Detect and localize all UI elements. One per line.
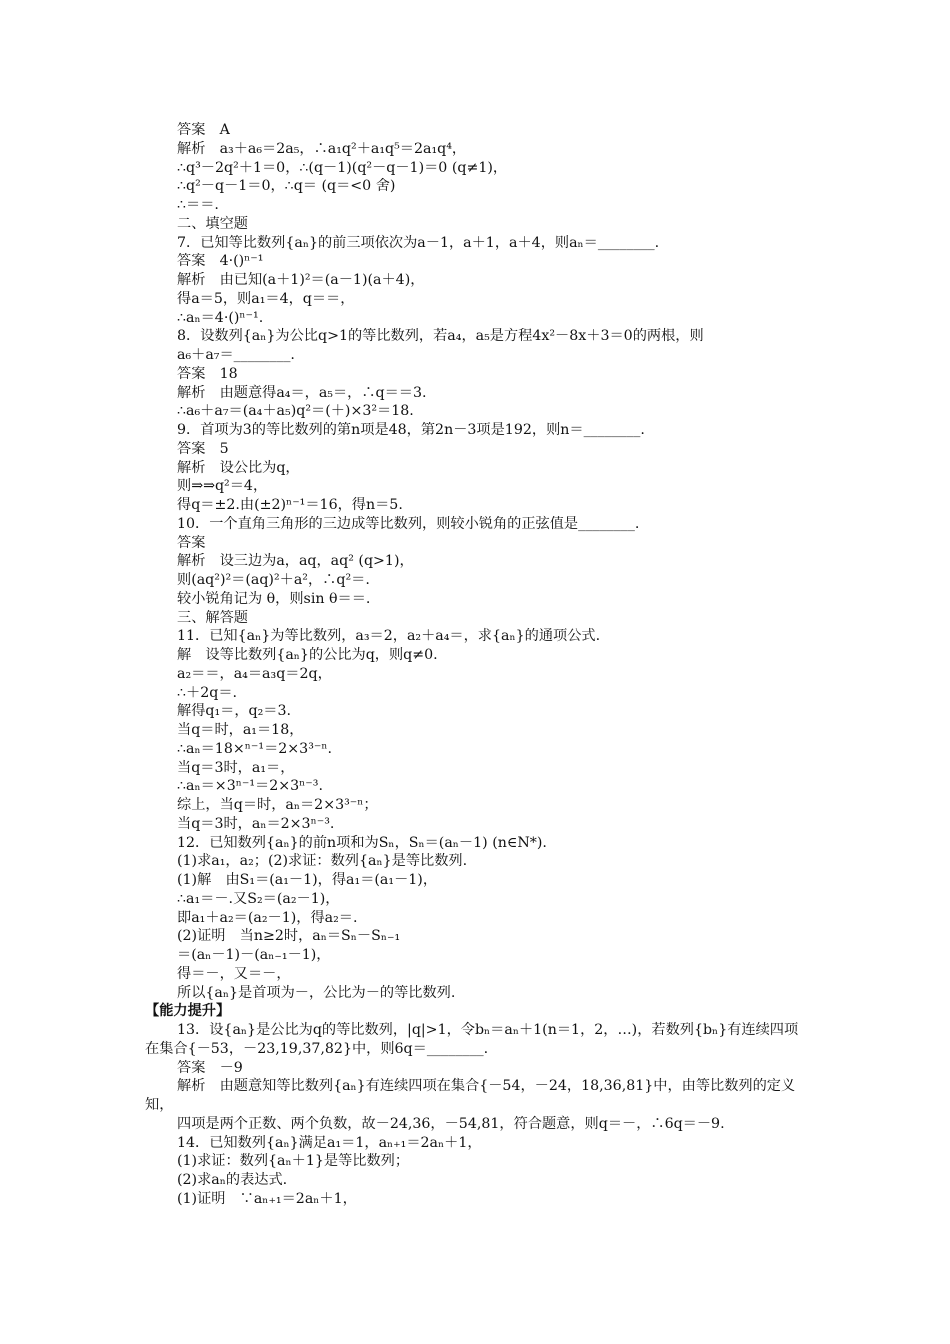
- text-line: 综上，当q＝时，aₙ＝2×3³⁻ⁿ；: [177, 797, 378, 813]
- text-line: 答案 4·()ⁿ⁻¹: [177, 253, 264, 270]
- text-line: a₂＝＝，a₄＝a₃q＝2q，: [177, 665, 332, 682]
- text-line: 8．设数列{aₙ}为公比q>1的等比数列，若a₄，a₅是方程4x²－8x＋3＝0的两根，则: [177, 328, 704, 345]
- text-line: 答案 18: [177, 365, 238, 382]
- text-line: ∴＋2q＝.: [177, 684, 238, 701]
- text-line: 二、填空题: [177, 215, 248, 232]
- text-line: 三、解答题: [177, 609, 248, 626]
- text-line: 答案 A: [177, 122, 230, 138]
- text-line: 较小锐角记为 θ，则sin θ＝＝.: [177, 590, 371, 607]
- text-line: 当q＝3时，aₙ＝2×3ⁿ⁻³.: [177, 815, 335, 832]
- text-line: 解析 由题意得a₄＝，a₅＝，∴q＝＝3.: [177, 384, 427, 401]
- text-line: 得q＝±2.由(±2)ⁿ⁻¹＝16，得n＝5.: [177, 497, 403, 513]
- text-line: ∴q³－2q²＋1＝0，∴(q－1)(q²－q－1)＝0 (q≠1)，: [177, 159, 508, 176]
- text-line: 13．设{aₙ}是公比为q的等比数列，|q|>1，令bₙ＝aₙ＋1(n＝1，2，…)，若数列{bₙ}有连续四项在集合{－53，－23,19,37,82}中，则6q＝________.: [145, 1022, 799, 1057]
- text-line: (2)证明 当n≥2时，aₙ＝Sₙ－Sₙ₋₁: [177, 928, 401, 945]
- text-line: ∴q²－q－1＝0，∴q＝ (q＝<0 舍): [177, 178, 396, 195]
- text-line: 答案 －9: [177, 1059, 243, 1076]
- text-line: 解析 由已知(a＋1)²＝(a－1)(a＋4)，: [177, 272, 425, 288]
- text-line: 当q＝3时，a₁＝，: [177, 759, 295, 776]
- text-line: 得＝－，又＝－，: [177, 965, 291, 982]
- text-line: ∴a₆＋a₇＝(a₄＋a₅)q²＝(＋)×3²＝18.: [177, 403, 414, 420]
- text-line: 12．已知数列{aₙ}的前n项和为Sₙ，Sₙ＝(aₙ－1) (n∈N*).: [177, 834, 547, 851]
- text-line: a₆＋a₇＝________.: [177, 347, 295, 363]
- text-line: (1)证明 ∵aₙ₊₁＝2aₙ＋1，: [177, 1190, 357, 1207]
- text-line: 解得q₁＝，q₂＝3.: [177, 703, 292, 720]
- text-line: 14．已知数列{aₙ}满足a₁＝1，aₙ₊₁＝2aₙ＋1，: [177, 1134, 482, 1151]
- text-line: 则(aq²)²＝(aq)²＋a²，∴q²＝.: [177, 572, 370, 588]
- text-line: 解析 由题意知等比数列{aₙ}有连续四项在集合{－54，－24，18,36,81}中，由等比数列的定义知，: [145, 1078, 796, 1113]
- text-line: 答案: [177, 534, 206, 551]
- text-line: 解析 设三边为a，aq，aq² (q>1)，: [177, 553, 414, 570]
- text-line: ∴a₁＝－.又S₂＝(a₂－1)，: [177, 890, 340, 907]
- text-line: (1)解 由S₁＝(a₁－1)，得a₁＝(a₁－1)，: [177, 872, 438, 888]
- text-line: 【能力提升】: [145, 1003, 231, 1020]
- text-line: (2)求aₙ的表达式.: [177, 1172, 288, 1188]
- document-content: [145, 121, 810, 1209]
- text-line: 四项是两个正数、两个负数，故－24,36，－54,81，符合题意，则q＝－，∴6q＝－9.: [177, 1115, 725, 1132]
- text-line: (1)求a₁，a₂；(2)求证：数列{aₙ}是等比数列.: [177, 853, 468, 870]
- text-line: ∴aₙ＝4·()ⁿ⁻¹.: [177, 309, 264, 326]
- text-line: 得a＝5，则a₁＝4，q＝＝，: [177, 290, 355, 307]
- text-line: ＝(aₙ－1)－(aₙ₋₁－1)，: [177, 947, 331, 963]
- text-line: 当q＝时，a₁＝18，: [177, 722, 304, 738]
- text-line: ∴＝＝.: [177, 197, 219, 213]
- text-line: ∴aₙ＝18×ⁿ⁻¹＝2×3³⁻ⁿ.: [177, 740, 333, 757]
- text-line: (1)求证：数列{aₙ＋1}是等比数列；: [177, 1153, 410, 1170]
- text-line: 所以{aₙ}是首项为－，公比为－的等比数列.: [177, 984, 456, 1001]
- text-line: ∴aₙ＝×3ⁿ⁻¹＝2×3ⁿ⁻³.: [177, 778, 323, 795]
- text-line: 9．首项为3的等比数列的第n项是48，第2n－3项是192，则n＝________.: [177, 422, 645, 438]
- text-line: 答案 5: [177, 440, 229, 457]
- text-line: 则⇒⇒q²＝4，: [177, 478, 268, 495]
- text-line: 7．已知等比数列{aₙ}的前三项依次为a－1，a＋1，a＋4，则aₙ＝________.: [177, 234, 660, 251]
- text-line: 解析 a₃＋a₆＝2a₅，∴a₁q²＋a₁q⁵＝2a₁q⁴，: [177, 140, 467, 157]
- text-line: 11．已知{aₙ}为等比数列，a₃＝2，a₂＋a₄＝，求{aₙ}的通项公式.: [177, 628, 601, 645]
- text-line: 10．一个直角三角形的三边成等比数列，则较小锐角的正弦值是________.: [177, 515, 640, 532]
- text-line: 解析 设公比为q，: [177, 459, 300, 476]
- text-line: 解 设等比数列{aₙ}的公比为q，则q≠0.: [177, 647, 438, 663]
- text-line: 即a₁＋a₂＝(a₂－1)，得a₂＝.: [177, 909, 358, 926]
